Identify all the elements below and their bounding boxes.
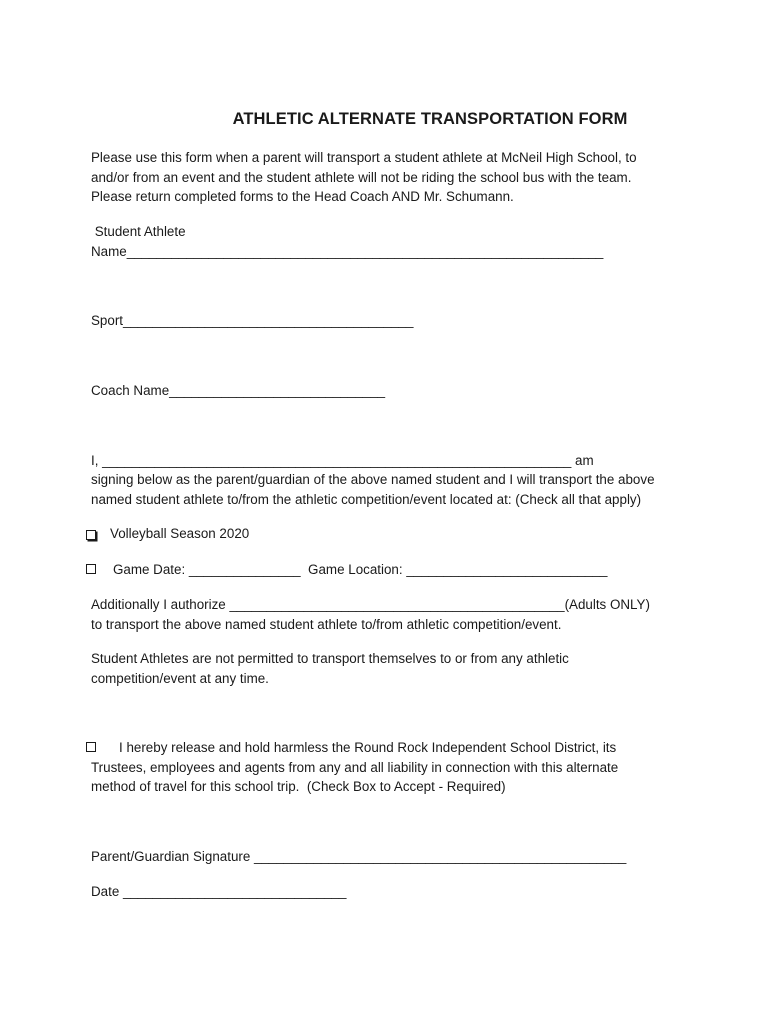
intro-line-1: Please use this form when a parent will transport a student athlete at McNeil High School, to [91,150,637,165]
authorize-line-2: to transport the above named student athlete to/from athletic competition/event. [91,617,562,632]
coach-name-field[interactable]: Coach Name_____________________________ [91,383,386,398]
student-athlete-label: Student Athlete [91,224,186,239]
volleyball-season-label: Volleyball Season 2020 [110,526,250,541]
guardian-statement-line-3: named student athlete to/from the athletic competition/event located at: (Check all that apply) [91,492,642,507]
intro-line-3: Please return completed forms to the Head Coach AND Mr. Schumann. [91,189,514,204]
form-title: ATHLETIC ALTERNATE TRANSPORTATION FORM [232,110,628,128]
release-checkbox[interactable] [86,742,96,752]
student-name-field[interactable]: Name________________________________________________________________ [91,244,604,259]
release-line-2: Trustees, employees and agents from any and all liability in connection with this alternate [91,760,619,775]
game-date-location-field[interactable]: Game Date: _______________ Game Location: ___________________________ [113,562,608,577]
guardian-statement-line-2: signing below as the parent/guardian of the above named student and I will transport the above [91,472,655,487]
notice-line-2: competition/event at any time. [91,671,269,686]
intro-line-2: and/or from an event and the student athlete will not be riding the school bus with the team. [91,170,632,185]
guardian-name-field[interactable]: I, _______________________________________________________________ am [91,453,594,468]
authorize-field[interactable]: Additionally I authorize _____________________________________________(Adults ONLY) [91,597,650,612]
volleyball-season-checkbox[interactable] [86,530,96,540]
release-line-3: method of travel for this school trip. (Check Box to Accept - Required) [91,779,506,794]
notice-line-1: Student Athletes are not permitted to transport themselves to or from any athletic [91,651,569,666]
signature-field[interactable]: Parent/Guardian Signature __________________________________________________ [91,849,627,864]
release-line-1: I hereby release and hold harmless the Round Rock Independent School District, its [119,740,617,755]
game-date-checkbox[interactable] [86,564,96,574]
date-field[interactable]: Date ______________________________ [91,884,347,899]
sport-field[interactable]: Sport_______________________________________ [91,313,414,328]
